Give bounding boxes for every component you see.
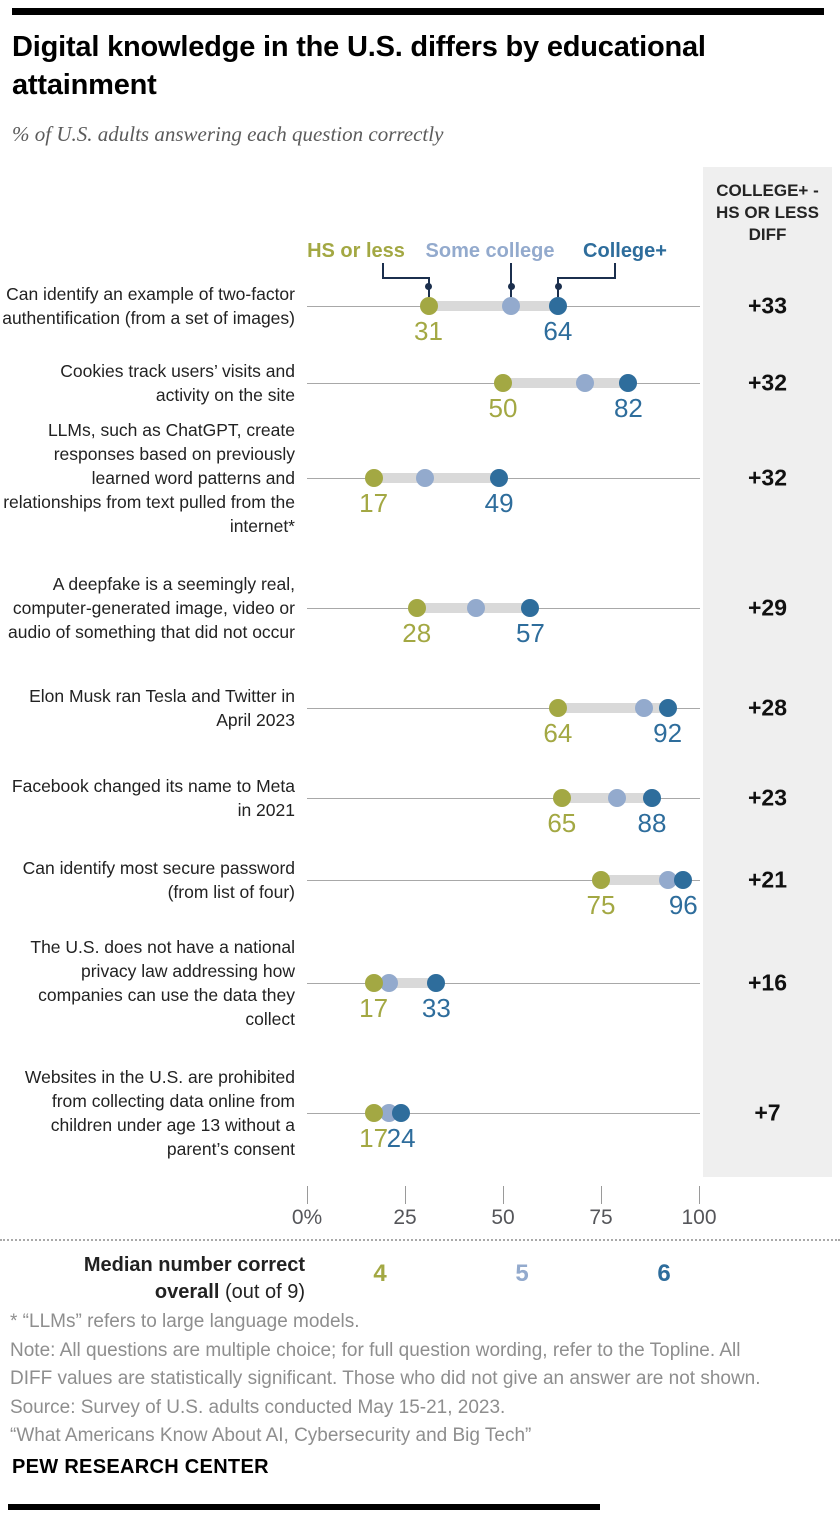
hs-value-label: 17 xyxy=(359,1123,389,1153)
legend-item-1: Some college xyxy=(425,240,555,262)
diff-value: +7 xyxy=(754,1099,781,1126)
hs-value-label: 28 xyxy=(402,618,432,648)
hs-value-label: 17 xyxy=(359,488,389,518)
some-college-dot xyxy=(416,469,434,487)
question-label: Can identify most secure password (from list of four) xyxy=(22,858,295,902)
legend-pointer-dot xyxy=(425,283,432,290)
hs-value-label: 64 xyxy=(543,718,573,748)
range-bar xyxy=(503,378,628,388)
hs-value-label: 31 xyxy=(414,316,443,346)
college-value-label: 96 xyxy=(668,890,698,920)
question-label: Websites in the U.S. are prohibited from collecting data online from children under age 13 without a parent’s consent xyxy=(24,1067,295,1159)
legend-connector-line xyxy=(510,263,512,297)
college-plus-dot xyxy=(521,599,539,617)
college-value-label: 88 xyxy=(637,808,667,838)
college-value-label: 82 xyxy=(613,393,643,423)
chart-subtitle: % of U.S. adults answering each question correctly xyxy=(12,122,444,146)
axis-tick-label: 25 xyxy=(393,1206,417,1229)
median-label-line1: Median number correct xyxy=(83,1254,305,1276)
median-label-line2-rest: (out of 9) xyxy=(219,1281,305,1303)
question-label: A deepfake is a seemingly real, computer-generated image, video or audio of something that did not occur xyxy=(8,574,295,642)
college-value-label: 64 xyxy=(543,316,573,346)
top-rule xyxy=(12,8,824,15)
college-plus-dot xyxy=(643,789,661,807)
axis-tick-mark xyxy=(405,1186,406,1204)
college-plus-dot xyxy=(427,974,445,992)
college-value-label: 24 xyxy=(386,1123,416,1153)
hs-or-less-dot xyxy=(494,374,512,392)
hs-value-label: 50 xyxy=(488,393,518,423)
axis-tick-label: 0% xyxy=(291,1206,323,1229)
diff-value: +16 xyxy=(747,969,787,996)
diff-value: +32 xyxy=(747,464,787,491)
question-label: The U.S. does not have a national privacy law addressing how companies can use the data they collect xyxy=(30,937,295,1029)
diff-value: +29 xyxy=(747,594,787,621)
legend-item-2: College+ xyxy=(583,240,667,262)
college-value-label: 49 xyxy=(484,488,514,518)
axis-tick-mark xyxy=(307,1186,308,1204)
question-label: LLMs, such as ChatGPT, create responses based on previously learned word patterns and relationships from text pulled from the internet* xyxy=(3,420,295,536)
pew-wordmark: PEW RESEARCH CENTER xyxy=(12,1456,269,1478)
college-value-label: 57 xyxy=(515,618,545,648)
footnote-line: DIFF values are statistically significant. Those who did not give an answer are not shown. xyxy=(10,1368,761,1389)
axis-tick-label: 50 xyxy=(491,1206,515,1229)
diff-value: +28 xyxy=(747,694,787,721)
diff-column-header: COLLEGE+ - HS OR LESS DIFF xyxy=(716,181,819,244)
question-label: Cookies track users’ visits and activity on the site xyxy=(60,361,295,405)
axis-tick-label: 75 xyxy=(589,1206,613,1229)
hs-or-less-dot xyxy=(365,469,383,487)
diff-value: +21 xyxy=(747,866,787,893)
some-college-dot xyxy=(576,374,594,392)
hs-or-less-dot xyxy=(365,1104,383,1122)
legend-connector-line xyxy=(383,277,430,279)
hs-or-less-dot xyxy=(553,789,571,807)
hs-value-label: 75 xyxy=(586,890,616,920)
some-college-dot xyxy=(635,699,653,717)
hs-or-less-dot xyxy=(365,974,383,992)
college-plus-dot xyxy=(659,699,677,717)
diff-value: +32 xyxy=(747,369,787,396)
axis-tick-label: 100 xyxy=(681,1206,717,1229)
footnote-line: * “LLMs” refers to large language models. xyxy=(10,1311,360,1332)
footnotes xyxy=(10,1308,838,1451)
range-bar xyxy=(562,793,652,803)
some-college-dot xyxy=(502,297,520,315)
hs-or-less-dot xyxy=(408,599,426,617)
legend-connector-line xyxy=(557,277,616,279)
diff-value: +33 xyxy=(747,292,787,319)
college-plus-dot xyxy=(619,374,637,392)
some-college-dot xyxy=(380,974,398,992)
median-value-0: 4 xyxy=(373,1260,387,1287)
college-plus-dot xyxy=(392,1104,410,1122)
diff-value: +23 xyxy=(747,784,787,811)
college-plus-dot xyxy=(549,297,567,315)
footnote-line: “What Americans Know About AI, Cybersecurity and Big Tech” xyxy=(10,1425,532,1446)
median-row-label xyxy=(0,1252,305,1306)
bottom-rule xyxy=(8,1504,600,1510)
median-value-1: 5 xyxy=(515,1260,529,1287)
hs-or-less-dot xyxy=(549,699,567,717)
median-label-line2-bold: overall xyxy=(154,1281,220,1303)
some-college-dot xyxy=(608,789,626,807)
college-value-label: 92 xyxy=(653,718,683,748)
axis-tick-mark xyxy=(601,1186,602,1204)
hs-or-less-dot xyxy=(420,297,438,315)
median-value-2: 6 xyxy=(657,1260,671,1287)
range-bar xyxy=(429,301,558,311)
college-value-label: 33 xyxy=(421,993,451,1023)
college-plus-dot xyxy=(674,871,692,889)
axis-tick-mark xyxy=(699,1186,700,1204)
page-title: Digital knowledge in the U.S. differs by educational attainment xyxy=(12,31,706,101)
dotted-separator xyxy=(0,1239,840,1241)
legend-item-0: HS or less xyxy=(307,240,405,262)
range-bar xyxy=(374,473,499,483)
college-plus-dot xyxy=(490,469,508,487)
some-college-dot xyxy=(467,599,485,617)
footnote-line: Note: All questions are multiple choice; for full question wording, refer to the Topline. All xyxy=(10,1339,741,1361)
legend-pointer-dot xyxy=(508,283,515,290)
legend-pointer-dot xyxy=(555,283,562,290)
axis-tick-mark xyxy=(503,1186,504,1204)
question-label: Elon Musk ran Tesla and Twitter in April 2023 xyxy=(29,686,295,730)
question-label: Facebook changed its name to Meta in 2021 xyxy=(11,776,295,820)
footnote-line: Source: Survey of U.S. adults conducted May 15-21, 2023. xyxy=(10,1396,506,1418)
hs-value-label: 17 xyxy=(359,993,389,1023)
hs-or-less-dot xyxy=(592,871,610,889)
hs-value-label: 65 xyxy=(547,808,577,838)
question-label: Can identify an example of two-factor authentification (from a set of images) xyxy=(2,284,295,328)
